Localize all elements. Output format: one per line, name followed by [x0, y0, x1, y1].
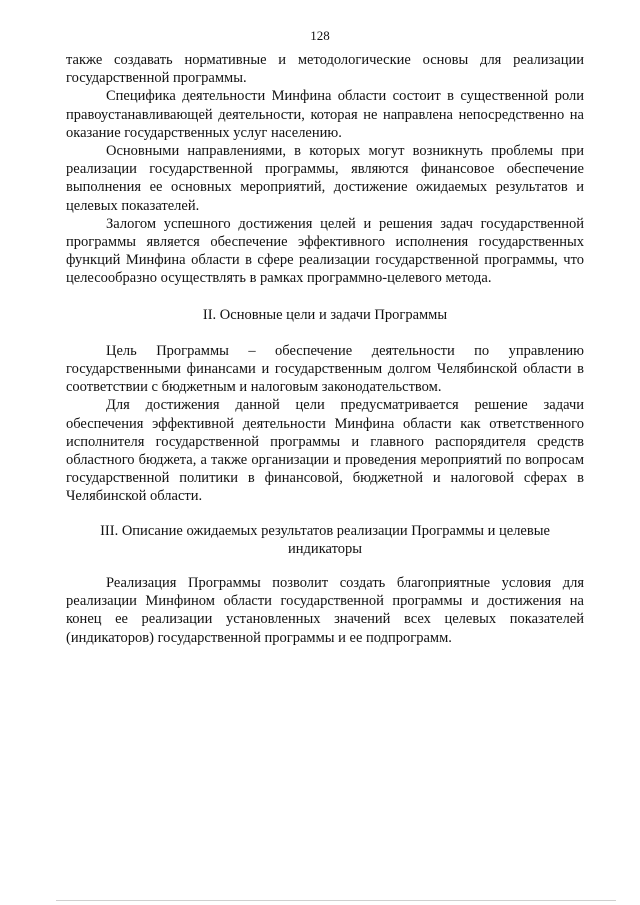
paragraph-expected-results: Реализация Программы позволит создать благоприятные условия для реализации Минфином области государственной программы и достижения на конец ее реализации установленных значений всех целевых показателей (индикаторов) государственной программы и ее подпрограмм. — [66, 575, 584, 646]
page-content — [66, 51, 584, 647]
section-3-heading-line-2: индикаторы — [288, 540, 362, 557]
page-number: 128 — [310, 28, 330, 43]
paragraph-program-goal: Цель Программы – обеспечение деятельности по управлению государственными финансами и государственным долгом Челябинской области в соответствии с бюджетным и налоговым законодательством. — [66, 342, 584, 396]
paragraph-specifics: Специфика деятельности Минфина области состоит в существенной роли правоустанавливающей деятельности, которая не направлена непосредственно на оказание государственных услуг населению. — [66, 88, 584, 141]
section-3-heading-line-1: III. Описание ожидаемых результатов реализации Программы и целевые — [100, 522, 550, 539]
spacer — [66, 558, 584, 574]
paragraph-success-key: Залогом успешного достижения целей и решения задач государственной программы является обеспечение эффективного исполнения государственных функций Минфина области в сфере реализации государственной программы, что целесообразно осуществлять в рамках программно-целевого метода. — [66, 215, 584, 287]
section-2-heading: II. Основные цели и задачи Программы — [202, 306, 448, 323]
paragraph-main-directions: Основными направлениями, в которых могут возникнуть проблемы при реализации государственной программы, являются финансовое обеспечение выполнения ее основных мероприятий, достижение ожидаемых результатов и целевых показателей. — [66, 143, 584, 214]
scan-bottom-edge — [56, 900, 616, 901]
paragraph-continuation: также создавать нормативные и методологические основы для реализации государственной программы. — [66, 52, 584, 87]
spacer — [66, 288, 584, 306]
spacer — [66, 324, 584, 342]
spacer — [66, 506, 584, 522]
paragraph-goal-achievement: Для достижения данной цели предусматривается решение задачи обеспечения эффективной деятельности Минфина области как ответственного исполнителя государственной программы и главного распорядителя средств областного бюджета, а также организации и проведения мероприятий по вопросам государственной политики в финансовой, бюджетной и налоговой сферах в Челябинской области. — [66, 397, 584, 505]
